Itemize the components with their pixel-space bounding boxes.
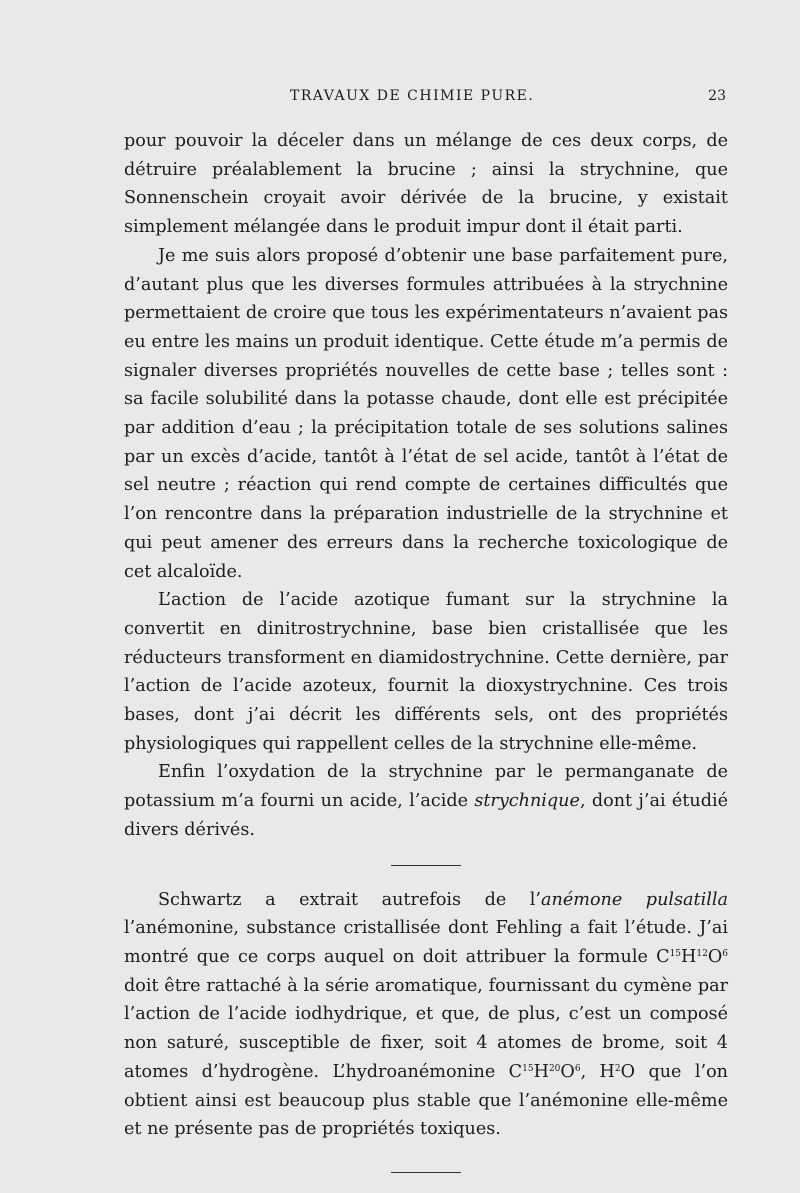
running-title: TRAVAUX DE CHIMIE PURE. <box>290 88 535 104</box>
section-divider <box>391 1172 461 1173</box>
text-run: , H <box>580 1061 615 1082</box>
text-run: Enfin l’oxydation de la strychnine par le permanganate de potassium m’a fourni un acide, l’acide <box>124 762 728 812</box>
text-run: O <box>560 1061 575 1082</box>
page-body <box>124 127 728 1193</box>
paragraph-4 <box>124 758 728 844</box>
paragraph-3: L’action de l’acide azotique fumant sur la strychnine la convertit en dinitrostrychnine, base bien cristallisée que les réducteurs transforment en diamidostrychnine. Cette dernière, par l’action de l’acide azoteux, fournit la dioxystrychnine. Ces trois bases, dont j’ai décrit les différents sels, ont des propriétés physiologiques qui rappellent celles de la strychnine elle-même. <box>124 590 728 754</box>
italic-term: strychnique <box>474 791 580 812</box>
paragraph-2: Je me suis alors proposé d’obtenir une base parfaitement pure, d’autant plus que les diverses formules attribuées à la strychnine permettaient de croire que tous les expérimentateurs n’avaient pas eu entre les mains un produit identique. Cette étude m’a permis de signaler diverses propriétés nouvelles de cette base ; telles sont : sa facile solubilité dans la potasse chaude, dont elle est précipitée par addition d’eau ; la précipitation totale de ses solutions salines par un excès d’acide, tantôt à l’état de sel acide, tantôt à l’état de sel neutre ; réaction qui rend compte de certaines difficultés que l’on rencontre dans la préparation industrielle de la strychnine et qui peut amener des erreurs dans la recherche toxicologique de cet alcaloïde. <box>124 245 728 582</box>
text-run: H <box>533 1061 549 1082</box>
running-header <box>128 88 730 110</box>
subscript-index: 2 <box>614 1063 621 1074</box>
text-run: doit être rattaché à la série aromatique, fournissant du cymène par l’action de l’acide iodhydrique, et que, de plus, c’est un composé non saturé, susceptible de fixer, soit 4 atomes de brome, soit 4 atomes d’hydrogène. L’hydroanémonine C <box>124 975 728 1082</box>
subscript-index: 20 <box>548 1063 561 1074</box>
section-divider <box>391 865 461 866</box>
subscript-index: 6 <box>722 948 728 959</box>
text-run: O que l’on obtient ainsi est beaucoup plus stable que l’anémonine elle-même et ne présente pas de propriétés toxiques. <box>124 1061 729 1140</box>
text-run: O <box>707 946 723 967</box>
text-run: Schwartz a extrait autrefois de l’ <box>158 889 542 910</box>
subscript-index: 15 <box>669 948 682 959</box>
paragraph-1: pour pouvoir la déceler dans un mélange de ces deux corps, de détruire préalablement la brucine ; ainsi la strychnine, que Sonnenschein croyait avoir dérivée de la brucine, y existait simplement mélangée dans le produit impur dont il était parti. <box>124 131 728 238</box>
text-run: H <box>681 946 697 967</box>
subscript-index: 6 <box>574 1063 581 1074</box>
subscript-index: 15 <box>522 1063 534 1074</box>
paragraph-5 <box>124 886 728 1144</box>
subscript-index: 12 <box>696 948 708 959</box>
italic-term: anémone pulsatilla <box>541 889 728 910</box>
page-number: 23 <box>708 88 726 104</box>
text-run: l’anémonine, substance cristallisée dont Fehling a fait l’étude. J’ai montré que ce corps auquel on doit attribuer la formule C <box>124 918 728 967</box>
text-run: , dont j’ai étudié divers dérivés. <box>124 791 729 840</box>
